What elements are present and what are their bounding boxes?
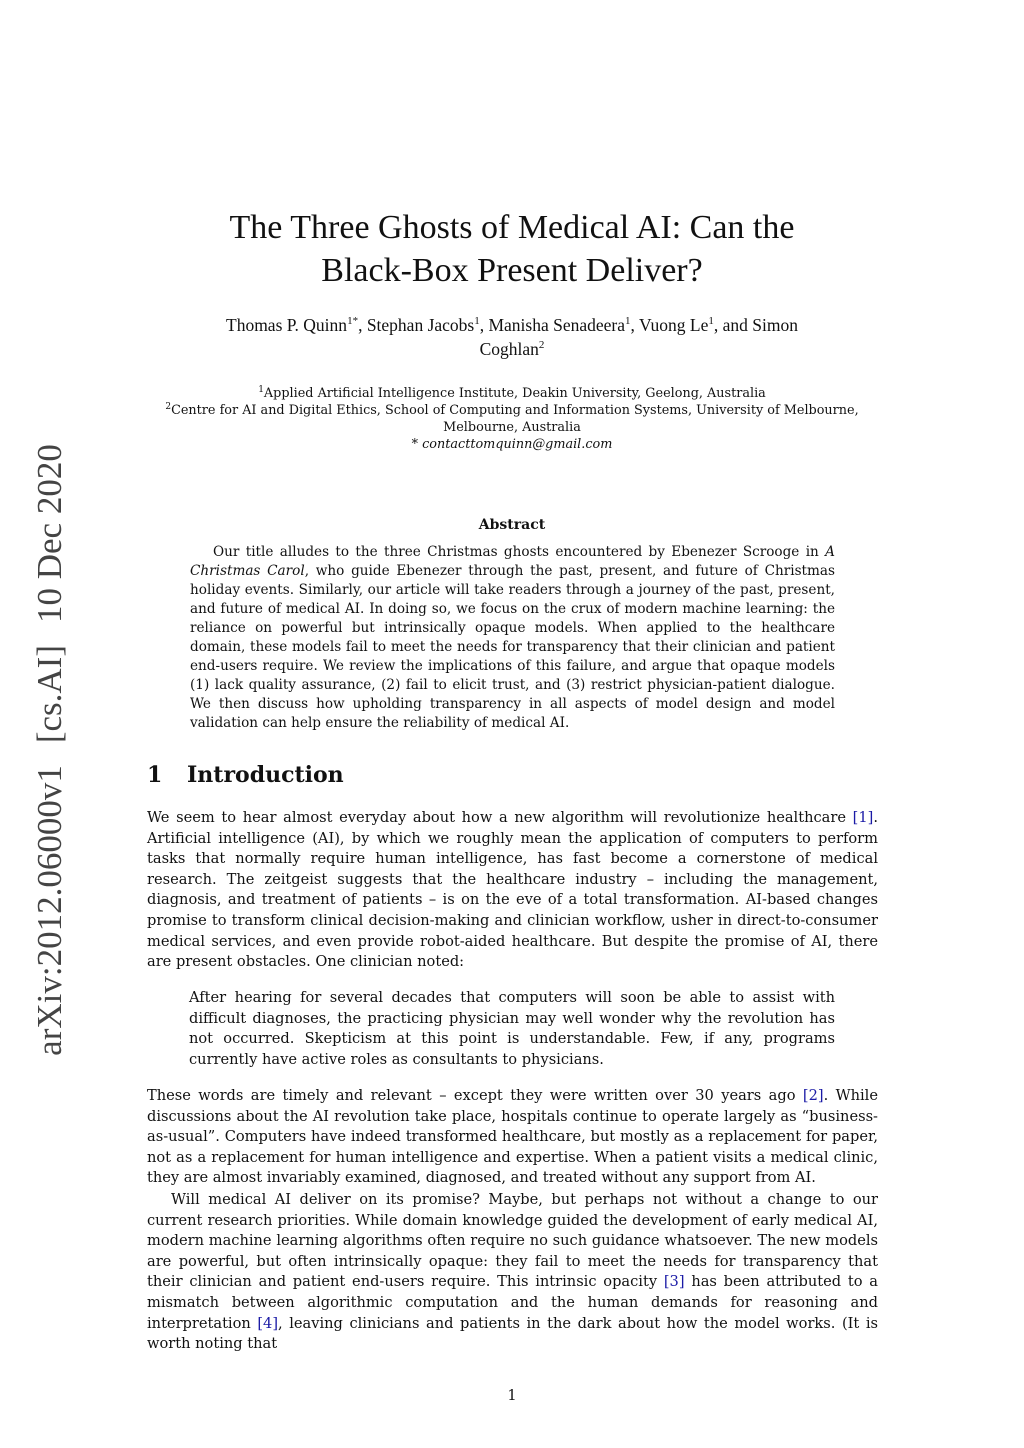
section-title: Introduction xyxy=(187,762,344,788)
section-number: 1 xyxy=(147,762,163,788)
intro-paragraph-3: Will medical AI deliver on its promise? Maybe, but perhaps not without a change to our current research priorities. While domain knowledge guided the development of early medical AI, modern machine learning algorithms often require no such guidance whatsoever. The new models are powerful, but often intrinsically opaque: they fail to meet the needs for transparency that their clinician and patient end-users require. This intrinsic opacity [3] has been attributed to a mismatch between algorithmic computation and the human demands for reasoning and interpretation [4], leaving clinicians and patients in the dark about how the model works. (It is worth noting that xyxy=(147,1191,879,1353)
abstract-text: Our title alludes to the three Christmas ghosts encountered by Ebenezer Scrooge in A Christmas Carol, who guide Ebenezer through the past, present, and future of Christmas holiday events. Similarly, our article will take readers through a journey of the past, present, and future of medical AI. In doing so, we focus on the crux of modern machine learning: the reliance on powerful but intrinsically opaque models. When applied to the healthcare domain, these models fail to meet the needs for transparency that their clinician and patient end-users require. We review the implications of this failure, and argue that opaque models (1) lack quality assurance, (2) fail to elicit trust, and (3) restrict physician-patient dialogue. We then discuss how upholding transparency in all aspects of model design and model validation can help ensure the reliability of medical AI. xyxy=(190,544,835,731)
intro-paragraph-2: These words are timely and relevant – except they were written over 30 years ago [2]. While discussions about the AI revolution take place, hospitals continue to operate largely as “business-as-usual”. Computers have indeed transformed healthcare, but mostly as a replacement for paper, not as a replacement for human intelligence and expertise. When a patient visits a medical clinic, they are almost invariably examined, diagnosed, and treated without any support from AI. xyxy=(147,1087,878,1187)
abstract-heading: Abstract xyxy=(478,517,546,533)
author-conjunction: , and Simon xyxy=(713,315,798,335)
section-heading-introduction xyxy=(147,762,344,788)
paper-title xyxy=(120,206,904,292)
email-address: contacttomquinn@gmail.com xyxy=(422,437,613,452)
author-separator: , xyxy=(358,315,367,335)
author-list xyxy=(130,313,894,361)
citation-link[interactable]: [4] xyxy=(257,1314,279,1332)
author-affil-mark: 1 xyxy=(708,315,714,327)
author-affil-mark: 1 xyxy=(625,315,631,327)
author-separator: , xyxy=(479,315,489,335)
author-name: Coghlan xyxy=(479,339,539,359)
affiliation-mark: 2 xyxy=(165,402,172,412)
arxiv-sidebar-stamp xyxy=(28,440,72,1060)
author-affil-mark: 1 xyxy=(474,315,480,327)
affiliations xyxy=(130,385,894,453)
affiliation-2: $^2$Centre for AI and Digital Ethics, School of Computing and Information Systems, University of Melbourne, xyxy=(165,402,859,418)
book-title: A Christmas Carol xyxy=(190,544,835,579)
paper-title-line-2: Black-Box Present Deliver? xyxy=(321,252,703,289)
block-quote: After hearing for several decades that computers will soon be able to assist with difficult diagnoses, the practicing physician may well wonder why the revolution has not occurred. Skepticism at this point is understandable. Few, if any, programs currently have active roles as consultants to physicians. xyxy=(189,989,835,1068)
author-name: Vuong Le xyxy=(638,315,709,335)
citation-link[interactable]: [3] xyxy=(663,1273,685,1291)
author-name: Stephan Jacobs xyxy=(366,315,475,335)
arxiv-category: [cs.AI] xyxy=(30,645,69,744)
corresponding-mark: * xyxy=(411,437,419,452)
author-affil-mark: 2 xyxy=(538,339,545,351)
affiliation-1: $^1$Applied Artificial Intelligence Institute, Deakin University, Geelong, Australia xyxy=(258,385,766,401)
author-name: Manisha Senadeera xyxy=(488,315,626,335)
citation-link[interactable]: [2] xyxy=(802,1087,824,1104)
citation-link[interactable]: [1] xyxy=(852,809,874,826)
arxiv-id: arXiv:2012.06000v1 xyxy=(30,765,69,1056)
author-separator: , xyxy=(630,315,639,335)
intro-paragraph-1: We seem to hear almost everyday about how a new algorithm will revolutionize healthcare [1]. Artificial intelligence (AI), by which we roughly mean the application of computers to perform tasks that normally require human intelligence, has fast become a cornerstone of medical research. The zeitgeist suggests that the healthcare industry – including the management, diagnosis, and treatment of patients – is on the eve of a total transformation. AI-based changes promise to transform clinical decision-making and clinician workflow, usher in direct-to-consumer medical services, and even provide robot-aided healthcare. But despite the promise of AI, there are present obstacles. One clinician noted: xyxy=(147,809,878,971)
paper-title-line-1: The Three Ghosts of Medical AI: Can the xyxy=(229,209,795,246)
corresponding-email xyxy=(130,436,894,453)
author-affil-mark: 1* xyxy=(347,315,359,327)
arxiv-date: 10 Dec 2020 xyxy=(30,444,69,624)
author-name: Thomas P. Quinn xyxy=(226,315,348,335)
affiliation-mark: 1 xyxy=(258,385,264,395)
affiliation-2-continued: Melbourne, Australia xyxy=(443,420,581,435)
page-number: 1 xyxy=(507,1387,517,1404)
